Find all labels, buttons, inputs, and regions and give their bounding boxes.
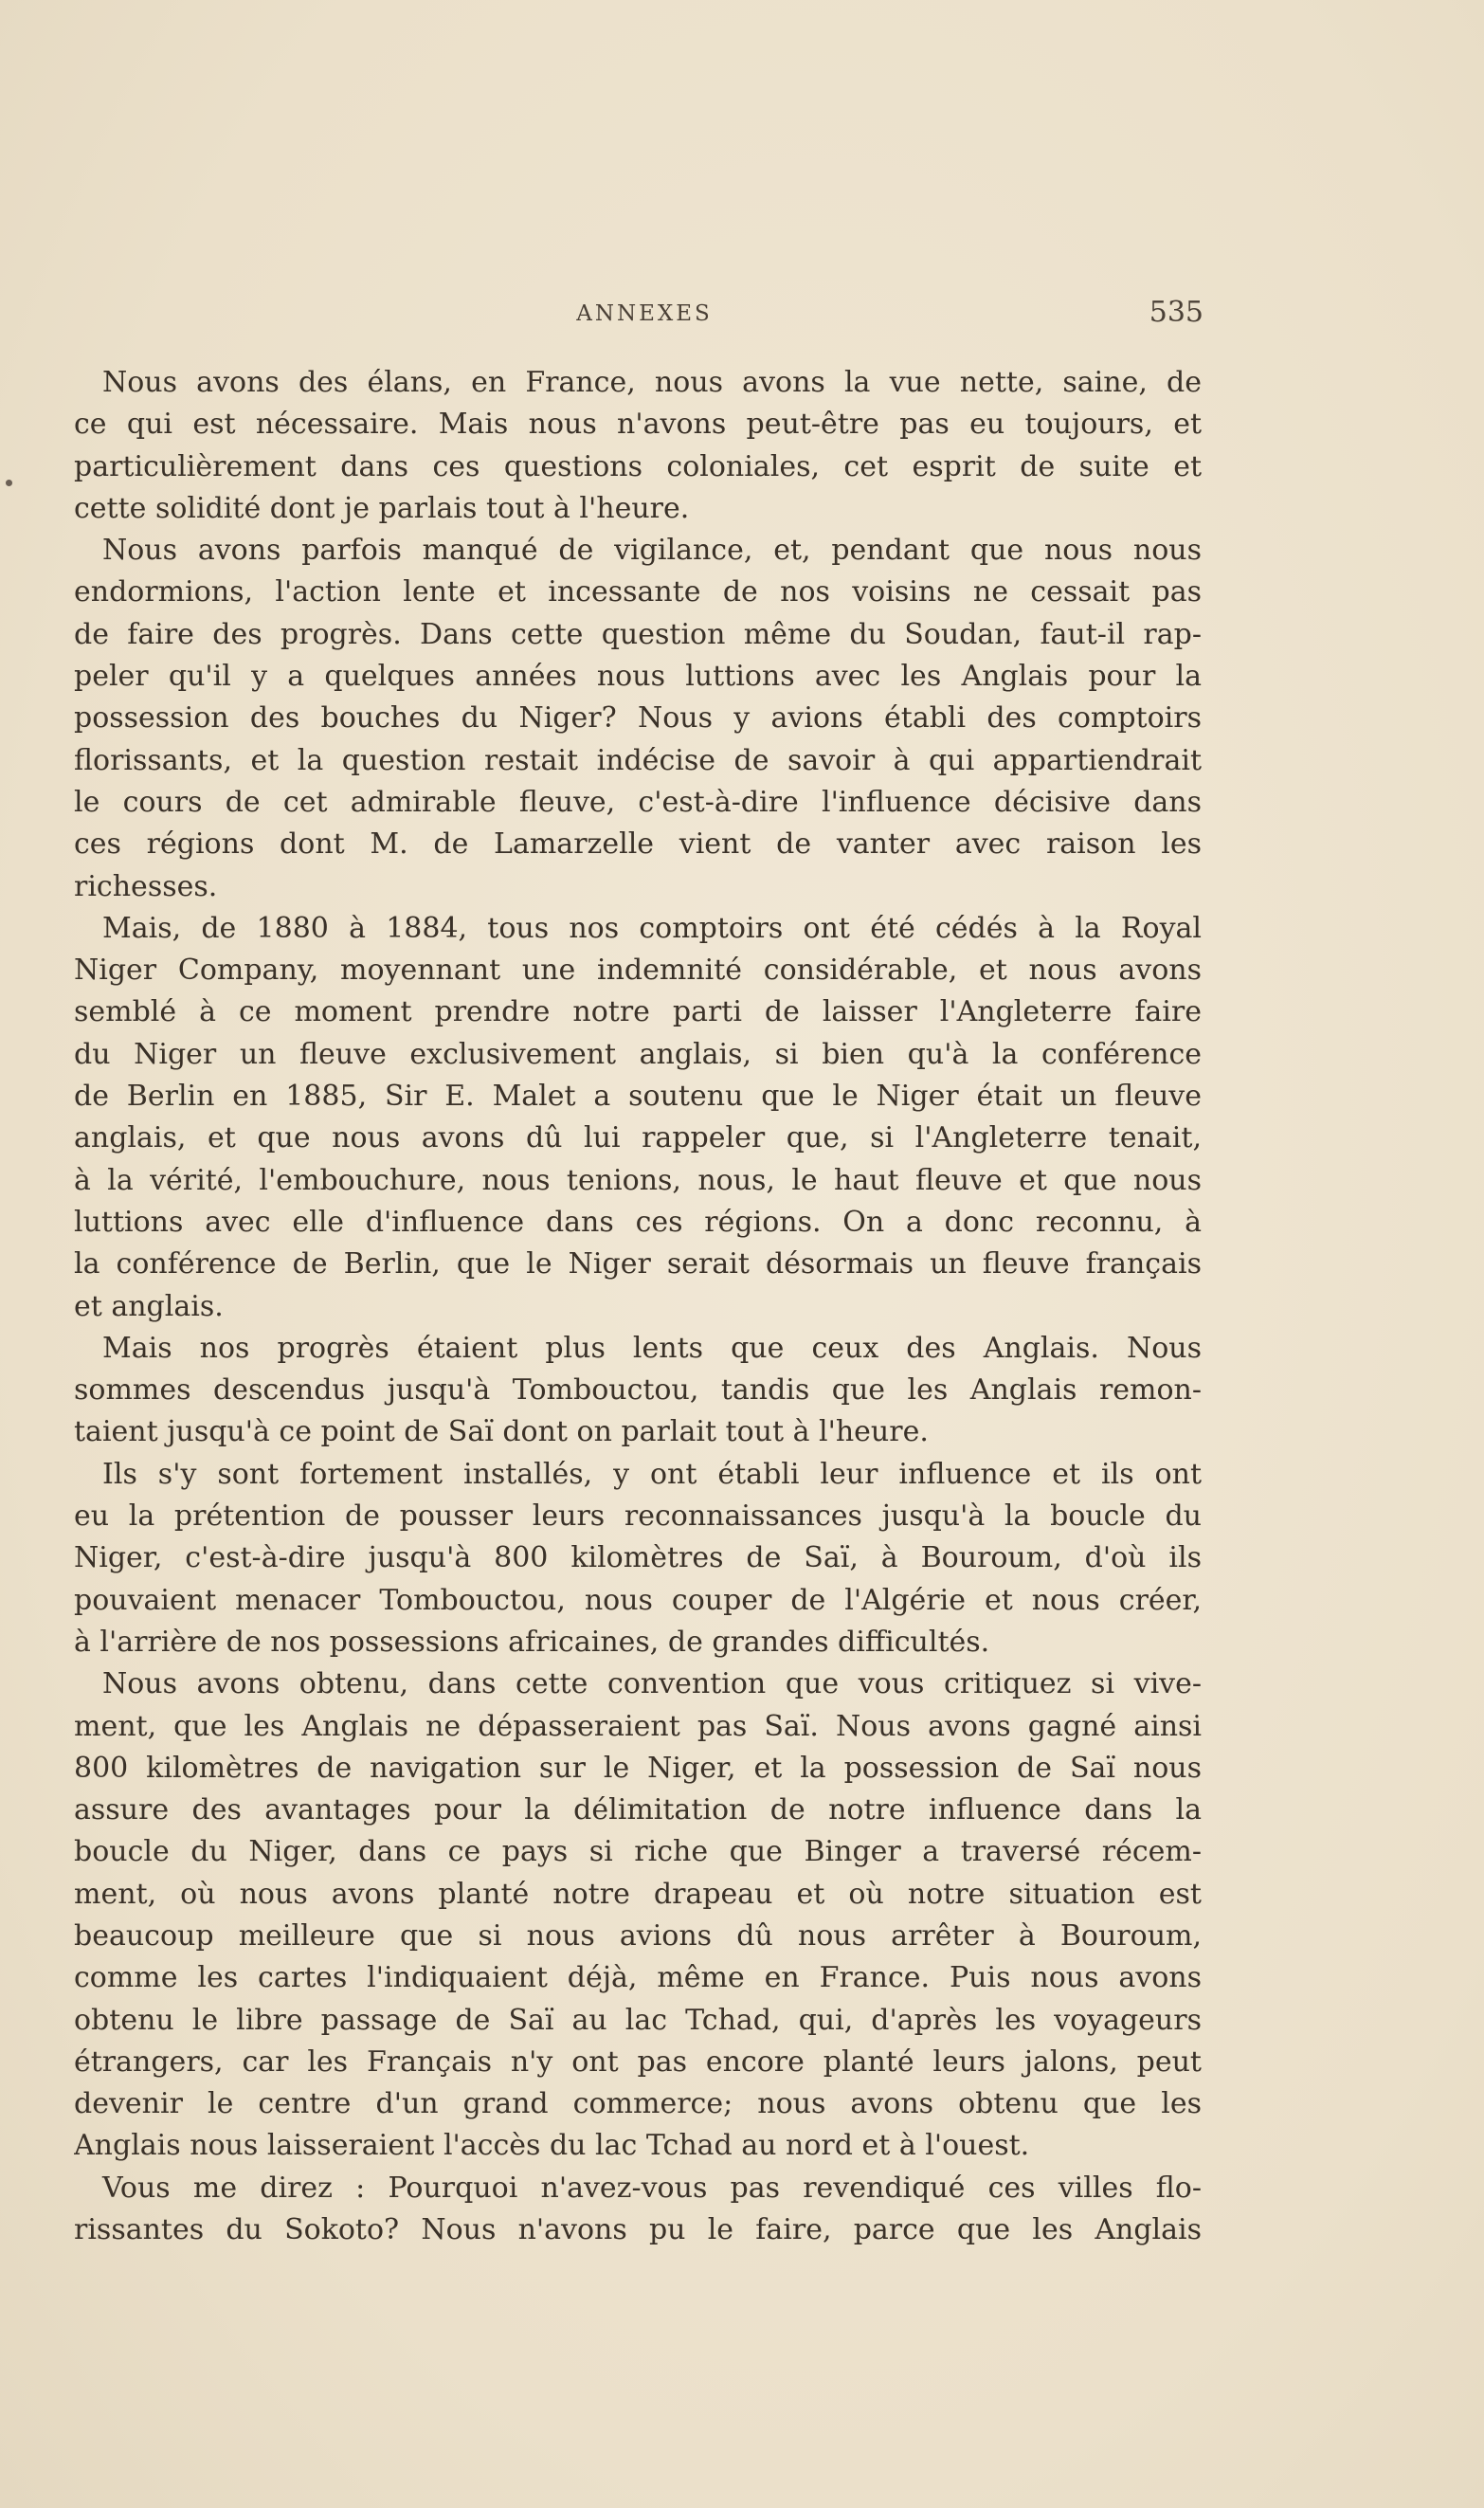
- text-line: eu la prétention de pousser leurs reconnaissances jusqu'à la boucle du: [74, 1499, 1202, 1534]
- text-line: sommes descendus jusqu'à Tombouctou, tandis que les Anglais remon-: [74, 1373, 1202, 1408]
- text-line: 800 kilomètres de navigation sur le Niger, et la possession de Saï nous: [74, 1751, 1202, 1785]
- text-line: le cours de cet admirable fleuve, c'est-à-dire l'influence décisive dans: [74, 785, 1202, 819]
- text-line: cette solidité dont je parlais tout à l'heure.: [74, 491, 690, 525]
- text-line: florissants, et la question restait indécise de savoir à qui appartiendrait: [74, 743, 1202, 777]
- text-line: comme les cartes l'indiquaient déjà, même en France. Puis nous avons: [74, 1961, 1202, 1995]
- text-line: ces régions dont M. de Lamarzelle vient de vanter avec raison les: [74, 827, 1202, 862]
- text-line: particulièrement dans ces questions coloniales, cet esprit de suite et: [74, 449, 1202, 483]
- text-line: Nous avons obtenu, dans cette convention que vous critiquez si vive-: [102, 1667, 1202, 1701]
- text-line: anglais, et que nous avons dû lui rappeler que, si l'Angleterre tenait,: [74, 1121, 1202, 1155]
- text-line: ce qui est nécessaire. Mais nous n'avons peut-être pas eu toujours, et: [74, 408, 1202, 442]
- text-line: étrangers, car les Français n'y ont pas encore planté leurs jalons, peut: [74, 2045, 1202, 2079]
- text-line: beaucoup meilleure que si nous avions dû nous arrêter à Bouroum,: [74, 1918, 1202, 1953]
- text-line: obtenu le libre passage de Saï au lac Tchad, qui, d'après les voyageurs: [74, 2003, 1202, 2037]
- text-line: ment, où nous avons planté notre drapeau et où notre situation est: [74, 1877, 1202, 1911]
- text-line: luttions avec elle d'influence dans ces régions. On a donc reconnu, à: [74, 1205, 1202, 1239]
- text-line: richesses.: [74, 869, 218, 903]
- text-line: semblé à ce moment prendre notre parti de laisser l'Angleterre faire: [74, 995, 1202, 1029]
- text-line: pouvaient menacer Tombouctou, nous couper de l'Algérie et nous créer,: [74, 1583, 1202, 1617]
- text-line: assure des avantages pour la délimitation de notre influence dans la: [74, 1793, 1202, 1827]
- text-line: de faire des progrès. Dans cette question même du Soudan, faut-il rap-: [74, 617, 1202, 651]
- page-header: [85, 296, 1203, 343]
- text-line: Niger, c'est-à-dire jusqu'à 800 kilomètres de Saï, à Bouroum, d'où ils: [74, 1541, 1202, 1575]
- running-head: ANNEXES: [576, 301, 713, 326]
- text-line: et anglais.: [74, 1289, 224, 1323]
- text-line: de Berlin en 1885, Sir E. Malet a soutenu que le Niger était un fleuve: [74, 1080, 1202, 1114]
- text-line: Nous avons parfois manqué de vigilance, et, pendant que nous nous: [102, 534, 1202, 568]
- page-number: 535: [1149, 296, 1203, 329]
- text-line: à l'arrière de nos possessions africaines, de grandes difficultés.: [74, 1625, 990, 1659]
- text-line: Ils s'y sont fortement installés, y ont établi leur influence et ils ont: [102, 1457, 1202, 1491]
- text-line: du Niger un fleuve exclusivement anglais, si bien qu'à la conférence: [74, 1037, 1202, 1071]
- text-line: boucle du Niger, dans ce pays si riche que Binger a traversé récem-: [74, 1835, 1202, 1869]
- text-line: ment, que les Anglais ne dépasseraient pas Saï. Nous avons gagné ainsi: [74, 1709, 1202, 1743]
- text-line: devenir le centre d'un grand commerce; nous avons obtenu que les: [74, 2087, 1202, 2121]
- text-line: Mais, de 1880 à 1884, tous nos comptoirs ont été cédés à la Royal: [102, 911, 1202, 945]
- text-line: possession des bouches du Niger? Nous y avions établi des comptoirs: [74, 701, 1202, 736]
- text-line: rissantes du Sokoto? Nous n'avons pu le faire, parce que les Anglais: [74, 2213, 1202, 2247]
- text-line: Nous avons des élans, en France, nous avons la vue nette, saine, de: [102, 366, 1202, 399]
- text-line: peler qu'il y a quelques années nous luttions avec les Anglais pour la: [74, 660, 1202, 694]
- text-line: la conférence de Berlin, que le Niger serait désormais un fleuve français: [74, 1247, 1202, 1281]
- text-line: endormions, l'action lente et incessante de nos voisins ne cessait pas: [74, 575, 1202, 609]
- text-line: Niger Company, moyennant une indemnité considérable, et nous avons: [74, 954, 1202, 988]
- text-line: Anglais nous laisseraient l'accès du lac Tchad au nord et à l'ouest.: [74, 2129, 1030, 2163]
- text-line: Vous me direz : Pourquoi n'avez-vous pas revendiqué ces villes flo-: [102, 2171, 1202, 2205]
- margin-mark: [6, 480, 12, 486]
- body-text: [74, 362, 1202, 2251]
- text-line: à la vérité, l'embouchure, nous tenions, nous, le haut fleuve et que nous: [74, 1163, 1202, 1197]
- text-line: taient jusqu'à ce point de Saï dont on parlait tout à l'heure.: [74, 1415, 929, 1449]
- text-line: Mais nos progrès étaient plus lents que ceux des Anglais. Nous: [102, 1331, 1202, 1365]
